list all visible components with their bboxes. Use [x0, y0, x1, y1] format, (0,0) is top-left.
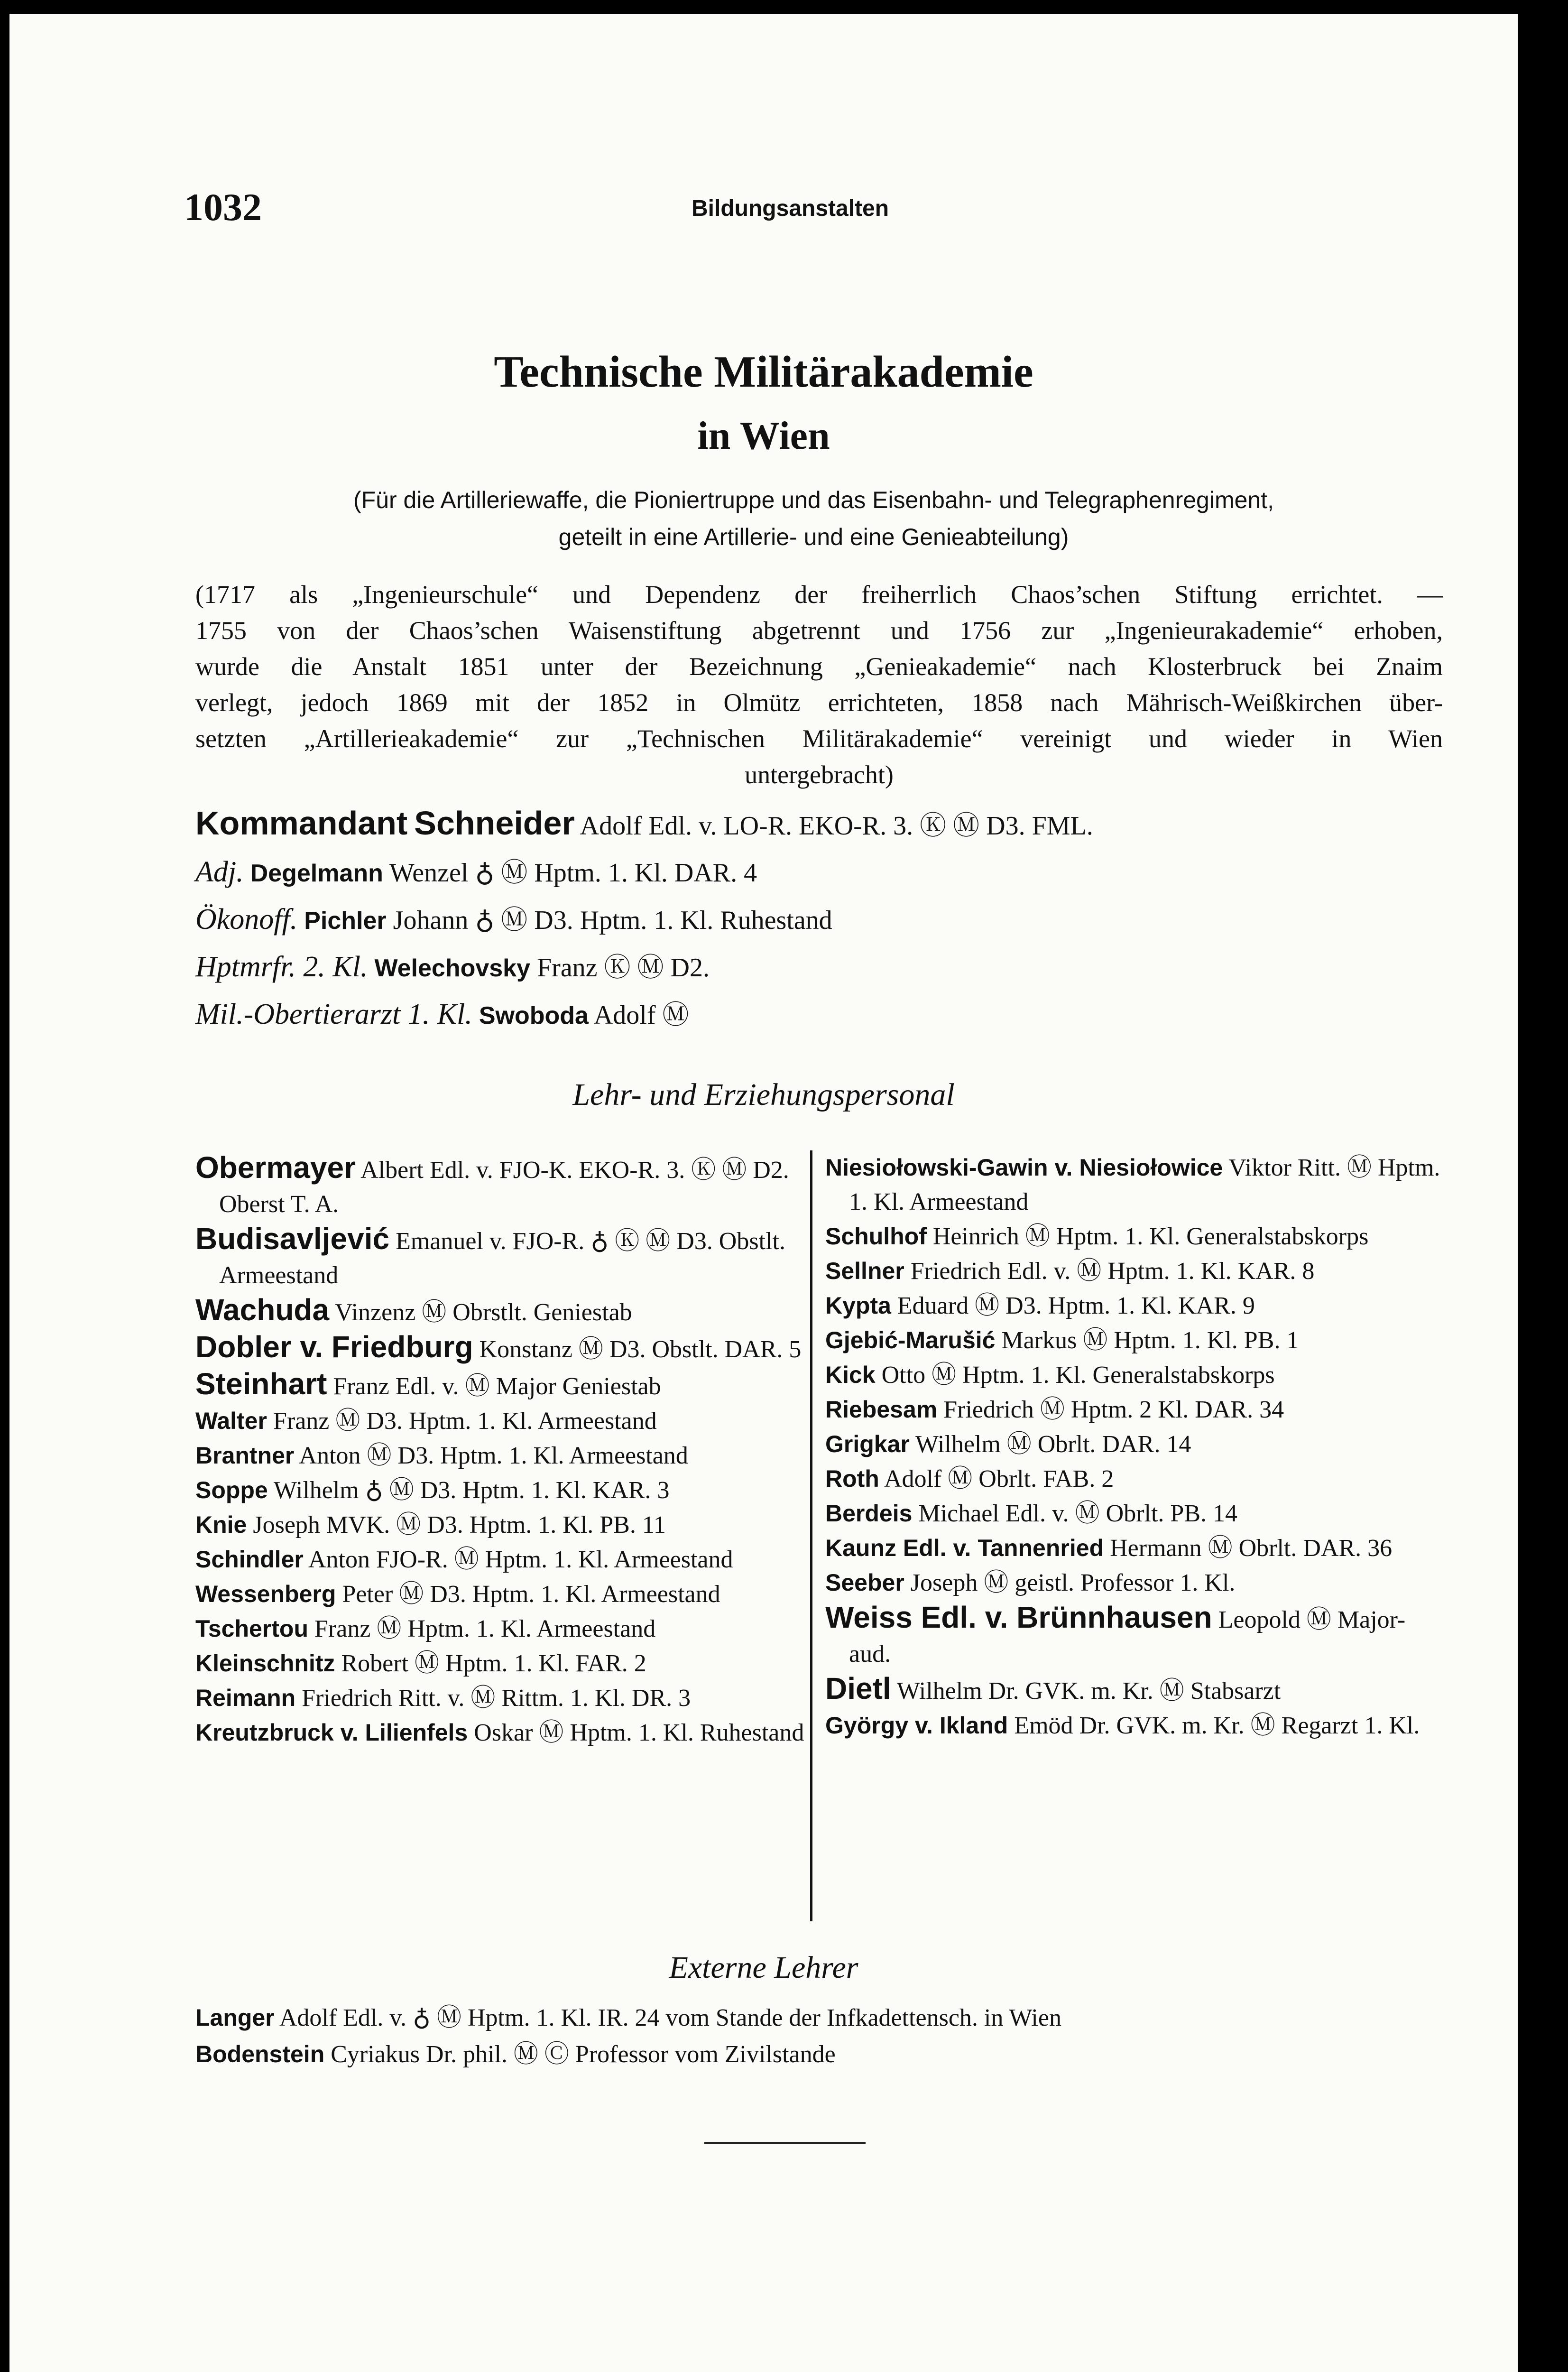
staff-details: Friedrich Ⓜ Hptm. 2 Kl. DAR. 34 [943, 1396, 1284, 1423]
staff-entry [825, 1288, 1442, 1323]
leader-name: Swoboda [479, 1002, 589, 1029]
leader-entry [195, 994, 1443, 1041]
staff-details: Viktor Ritt. Ⓜ Hptm. 1. Kl. Armeestand [849, 1154, 1440, 1215]
external-entry [195, 2036, 1443, 2073]
staff-details: Friedrich Ritt. v. Ⓜ Rittm. 1. Kl. DR. 3 [302, 1685, 691, 1712]
staff-entry [195, 1508, 807, 1542]
staff-entry [195, 1367, 807, 1404]
staff-details: Eduard Ⓜ D3. Hptm. 1. Kl. KAR. 9 [897, 1292, 1255, 1319]
history-line: setzten „Artillerieakademie“ zur „Technischen Militärakademie“ vereinigt und wieder in Wien [195, 724, 1443, 753]
staff-name: Tschertou [195, 1615, 308, 1642]
staff-name: Weiss Edl. v. Brünnhausen [825, 1600, 1212, 1634]
leader-role: Mil.-Obertierarzt 1. Kl. [195, 998, 472, 1030]
staff-name: Berdeis [825, 1500, 913, 1527]
staff-name: Budisavljević [195, 1222, 390, 1256]
staff-entry [825, 1600, 1442, 1671]
end-rule [704, 2142, 866, 2144]
staff-entry [195, 1150, 807, 1222]
staff-details: Emöd Dr. GVK. m. Kr. Ⓜ Regarzt 1. Kl. [1014, 1712, 1420, 1739]
leader-entry [195, 852, 1443, 899]
page-number: 1032 [184, 185, 262, 229]
staff-name: Kick [825, 1362, 876, 1388]
staff-name: Knie [195, 1511, 247, 1538]
leader-entry [195, 899, 1443, 946]
staff-name: Sellner [825, 1258, 904, 1284]
staff-name: Brantner [195, 1442, 295, 1469]
staff-details: Emanuel v. FJO-R. ♁ Ⓚ Ⓜ D3. Obstlt. Armeestand [219, 1228, 785, 1289]
staff-entry [195, 1542, 807, 1577]
staff-entry [825, 1671, 1442, 1708]
staff-entry [825, 1427, 1442, 1462]
staff-details: Hermann Ⓜ Obrlt. DAR. 36 [1110, 1535, 1393, 1562]
page-subtitle: in Wien [697, 414, 830, 458]
staff-name: Kaunz Edl. v. Tannenried [825, 1535, 1104, 1561]
staff-name: Wachuda [195, 1293, 330, 1327]
document-page [9, 14, 1518, 2372]
external-teachers-list [195, 2000, 1443, 2073]
staff-entry [195, 1293, 807, 1330]
staff-details: Markus Ⓜ Hptm. 1. Kl. PB. 1 [1001, 1327, 1299, 1354]
leader-details: Johann ♁ Ⓜ D3. Hptm. 1. Kl. Ruhestand [393, 906, 832, 935]
staff-details: Adolf Ⓜ Obrlt. FAB. 2 [884, 1465, 1114, 1492]
staff-name: Obermayer [195, 1150, 356, 1185]
external-details: Adolf Edl. v. ♁ Ⓜ Hptm. 1. Kl. IR. 24 vom Stande der Infkadettensch. in Wien [279, 2004, 1061, 2031]
leader-role: Kommandant [195, 805, 408, 842]
staff-details: Wilhelm ♁ Ⓜ D3. Hptm. 1. Kl. KAR. 3 [273, 1477, 670, 1504]
staff-name: Gjebić-Marušić [825, 1327, 996, 1353]
staff-details: Oskar Ⓜ Hptm. 1. Kl. Ruhestand [474, 1719, 804, 1746]
history-line: (1717 als „Ingenieurschule“ und Dependenz der freiherrlich Chaos’schen Stiftung errichtet. — [195, 580, 1443, 609]
staff-entry [195, 1438, 807, 1473]
staff-entry [195, 1222, 807, 1293]
staff-details: Joseph Ⓜ geistl. Professor 1. Kl. [910, 1569, 1236, 1596]
history-line: untergebracht) [745, 760, 894, 789]
leader-details: Wenzel ♁ Ⓜ Hptm. 1. Kl. DAR. 4 [389, 858, 757, 888]
staff-name: Kleinschnitz [195, 1650, 335, 1677]
leadership-list [195, 804, 1443, 1041]
leader-role: Ökonoff. [195, 903, 298, 936]
staff-entry [825, 1708, 1442, 1743]
staff-section-title: Lehr- und Erziehungspersonal [572, 1077, 955, 1112]
staff-details: Heinrich Ⓜ Hptm. 1. Kl. Generalstabskorps [932, 1223, 1369, 1250]
staff-entry [195, 1715, 807, 1750]
leader-entry [195, 804, 1443, 852]
page-header [184, 185, 1443, 242]
staff-column-left [195, 1150, 807, 1750]
external-name: Langer [195, 2004, 275, 2031]
staff-name: Roth [825, 1465, 879, 1492]
leader-details: Franz Ⓚ Ⓜ D2. [537, 953, 710, 982]
staff-column-right [825, 1150, 1442, 1743]
running-head: Bildungsanstalten [692, 196, 889, 221]
staff-details: Franz Ⓜ Hptm. 1. Kl. Armeestand [314, 1615, 656, 1642]
external-section-title: Externe Lehrer [669, 1950, 858, 1985]
staff-details: Leopold Ⓜ Major-aud. [849, 1606, 1406, 1668]
staff-name: Schindler [195, 1546, 304, 1573]
staff-details: Otto Ⓜ Hptm. 1. Kl. Generalstabskorps [881, 1362, 1275, 1389]
staff-name: Schulhof [825, 1223, 927, 1250]
staff-details: Joseph MVK. Ⓜ D3. Hptm. 1. Kl. PB. 11 [253, 1511, 666, 1538]
staff-entry [195, 1681, 807, 1715]
leader-name: Degelmann [250, 860, 383, 887]
staff-details: Friedrich Edl. v. Ⓜ Hptm. 1. Kl. KAR. 8 [910, 1258, 1315, 1285]
leader-entry [195, 946, 1443, 994]
staff-entry [825, 1358, 1442, 1392]
staff-entry [195, 1612, 807, 1646]
staff-entry [195, 1646, 807, 1681]
staff-name: Steinhart [195, 1367, 327, 1401]
staff-details: Albert Edl. v. FJO-K. EKO-R. 3. Ⓚ Ⓜ D2. Oberst T. A. [219, 1157, 789, 1218]
staff-entry [825, 1566, 1442, 1600]
history-line: verlegt, jedoch 1869 mit der 1852 in Olmütz errichteten, 1858 nach Mährisch-Weißkirchen über- [195, 688, 1443, 717]
staff-details: Peter Ⓜ D3. Hptm. 1. Kl. Armeestand [342, 1581, 720, 1608]
history-paragraph [195, 576, 1443, 793]
scope-line: geteilt in eine Artillerie- und eine Genieabteilung) [558, 524, 1069, 550]
staff-entry [195, 1473, 807, 1508]
external-name: Bodenstein [195, 2041, 325, 2067]
page-title: Technische Militärakademie [494, 347, 1033, 397]
staff-entry [825, 1392, 1442, 1427]
staff-details: Wilhelm Dr. GVK. m. Kr. Ⓜ Stabsarzt [896, 1677, 1281, 1705]
staff-name: Kypta [825, 1292, 891, 1319]
staff-details: Wilhelm Ⓜ Obrlt. DAR. 14 [915, 1431, 1191, 1458]
staff-details: Vinzenz Ⓜ Obrstlt. Geniestab [335, 1299, 632, 1326]
staff-entry [825, 1219, 1442, 1254]
staff-name: Walter [195, 1408, 267, 1434]
scope-note [184, 482, 1443, 556]
staff-name: Dietl [825, 1671, 891, 1705]
leader-details: Adolf Edl. v. LO-R. EKO-R. 3. Ⓚ Ⓜ D3. FML. [580, 811, 1093, 841]
staff-name: Grigkar [825, 1431, 910, 1457]
staff-entry [825, 1462, 1442, 1496]
staff-entry [195, 1404, 807, 1438]
external-entry [195, 2000, 1443, 2036]
staff-details: Franz Ⓜ D3. Hptm. 1. Kl. Armeestand [273, 1408, 657, 1435]
history-line: 1755 von der Chaos’schen Waisenstiftung abgetrennt und 1756 zur „Ingenieurakademie“ erhoben, [195, 616, 1443, 645]
staff-details: Robert Ⓜ Hptm. 1. Kl. FAR. 2 [341, 1650, 646, 1677]
external-details: Cyriakus Dr. phil. Ⓜ Ⓒ Professor vom Zivilstande [331, 2041, 836, 2068]
staff-name: György v. Ikland [825, 1712, 1008, 1739]
leader-name: Schneider [414, 805, 575, 842]
leader-role: Adj. [195, 856, 244, 888]
staff-name: Dobler v. Friedburg [195, 1330, 473, 1364]
leader-name: Pichler [304, 907, 387, 935]
staff-entry [825, 1254, 1442, 1288]
staff-entry [195, 1577, 807, 1612]
staff-name: Reimann [195, 1685, 296, 1711]
staff-details: Anton Ⓜ D3. Hptm. 1. Kl. Armeestand [299, 1442, 688, 1469]
scope-line: (Für die Artilleriewaffe, die Pioniertruppe und das Eisenbahn- und Telegraphenregiment, [353, 487, 1274, 513]
staff-name: Seeber [825, 1569, 904, 1596]
staff-name: Niesiołowski-Gawin v. Niesiołowice [825, 1154, 1223, 1181]
staff-entry [195, 1330, 807, 1367]
leader-role: Hptmrfr. 2. Kl. [195, 951, 368, 983]
staff-entry [825, 1496, 1442, 1531]
staff-name: Wessenberg [195, 1581, 336, 1607]
history-line: wurde die Anstalt 1851 unter der Bezeichnung „Genieakademie“ nach Klosterbruck bei Znaim [195, 652, 1443, 681]
staff-entry [825, 1323, 1442, 1358]
staff-details: Franz Edl. v. Ⓜ Major Geniestab [333, 1373, 661, 1400]
staff-entry [825, 1531, 1442, 1566]
staff-name: Kreutzbruck v. Lilienfels [195, 1719, 468, 1746]
staff-details: Konstanz Ⓜ D3. Obstlt. DAR. 5 [479, 1336, 802, 1363]
staff-entry [825, 1150, 1442, 1219]
leader-details: Adolf Ⓜ [593, 1001, 689, 1030]
column-divider [810, 1150, 812, 1921]
staff-name: Soppe [195, 1477, 268, 1503]
staff-details: Michael Edl. v. Ⓜ Obrlt. PB. 14 [918, 1500, 1238, 1527]
leader-name: Welechovsky [374, 954, 531, 982]
staff-details: Anton FJO-R. Ⓜ Hptm. 1. Kl. Armeestand [308, 1546, 733, 1573]
staff-name: Riebesam [825, 1396, 938, 1423]
